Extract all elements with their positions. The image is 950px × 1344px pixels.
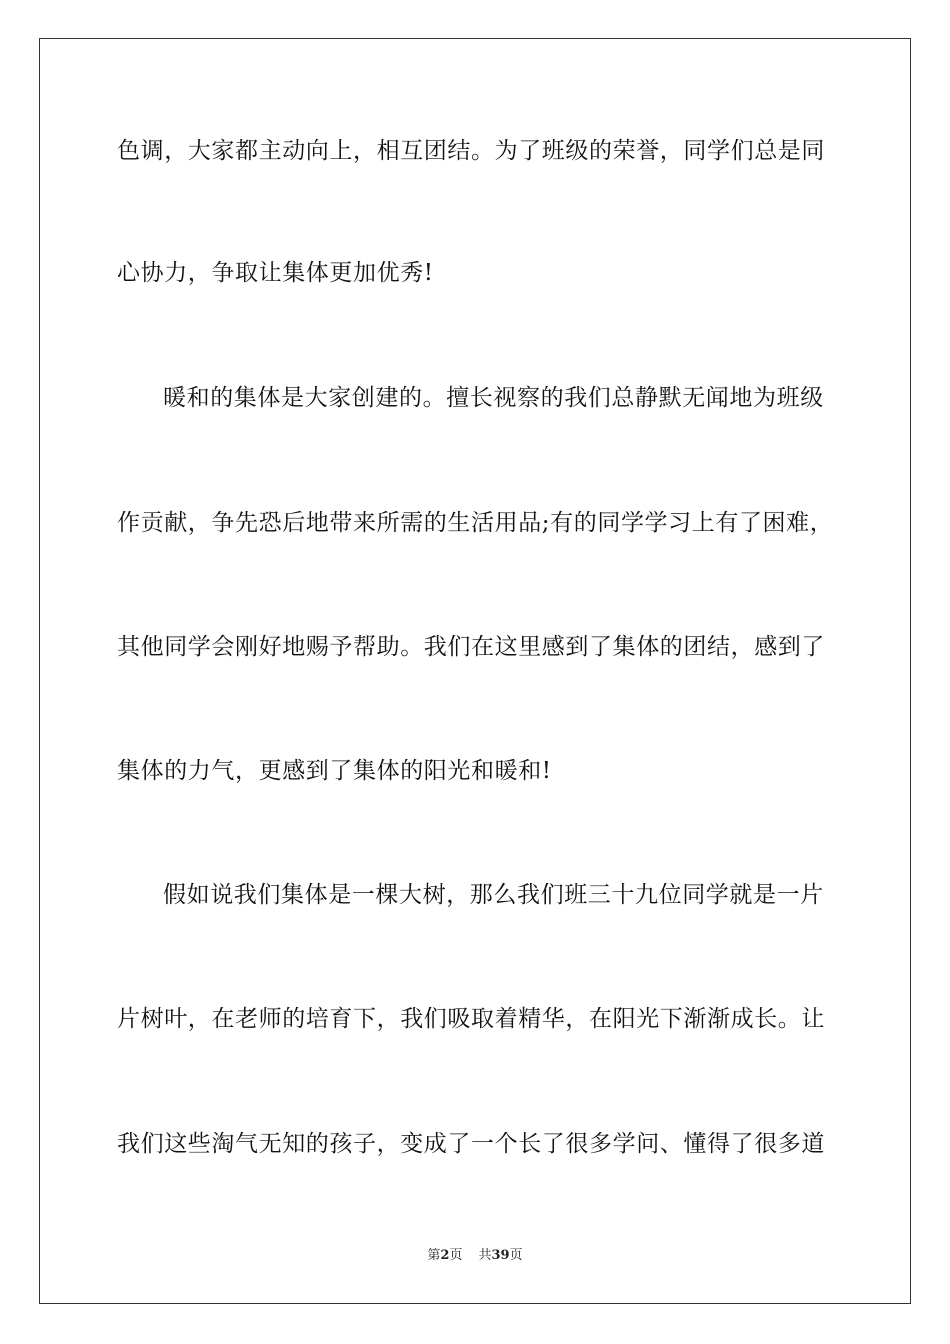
- page-label-suffix: 页: [449, 1248, 463, 1263]
- body-text-line: 片树叶，在老师的培育下，我们吸取着精华，在阳光下渐渐成长。让: [117, 1006, 825, 1032]
- body-text-line: 集体的力气，更感到了集体的阳光和暖和!: [117, 758, 552, 784]
- body-text-line: 色调，大家都主动向上，相互团结。为了班级的荣誉，同学们总是同: [117, 138, 825, 164]
- body-text-line: 心协力，争取让集体更加优秀!: [117, 260, 434, 286]
- total-label-prefix: 共: [478, 1248, 492, 1263]
- body-text-line: 其他同学会刚好地赐予帮助。我们在这里感到了集体的团结，感到了: [117, 634, 825, 660]
- body-text-line: 作贡献，争先恐后地带来所需的生活用品;有的同学学习上有了困难，: [117, 510, 834, 536]
- paragraph-start-line: 暖和的集体是大家创建的。擅长视察的我们总静默无闻地为班级: [163, 385, 824, 411]
- total-pages: 39: [491, 1248, 510, 1263]
- page-footer: [0, 1247, 950, 1265]
- page-border: [39, 38, 911, 1304]
- page-number: 2: [440, 1248, 450, 1263]
- paragraph-start-line: 假如说我们集体是一棵大树，那么我们班三十九位同学就是一片: [163, 882, 824, 908]
- page-label-prefix: 第: [427, 1248, 441, 1263]
- body-text-line: 我们这些淘气无知的孩子，变成了一个长了很多学问、懂得了很多道: [117, 1131, 825, 1157]
- total-label-suffix: 页: [509, 1248, 523, 1263]
